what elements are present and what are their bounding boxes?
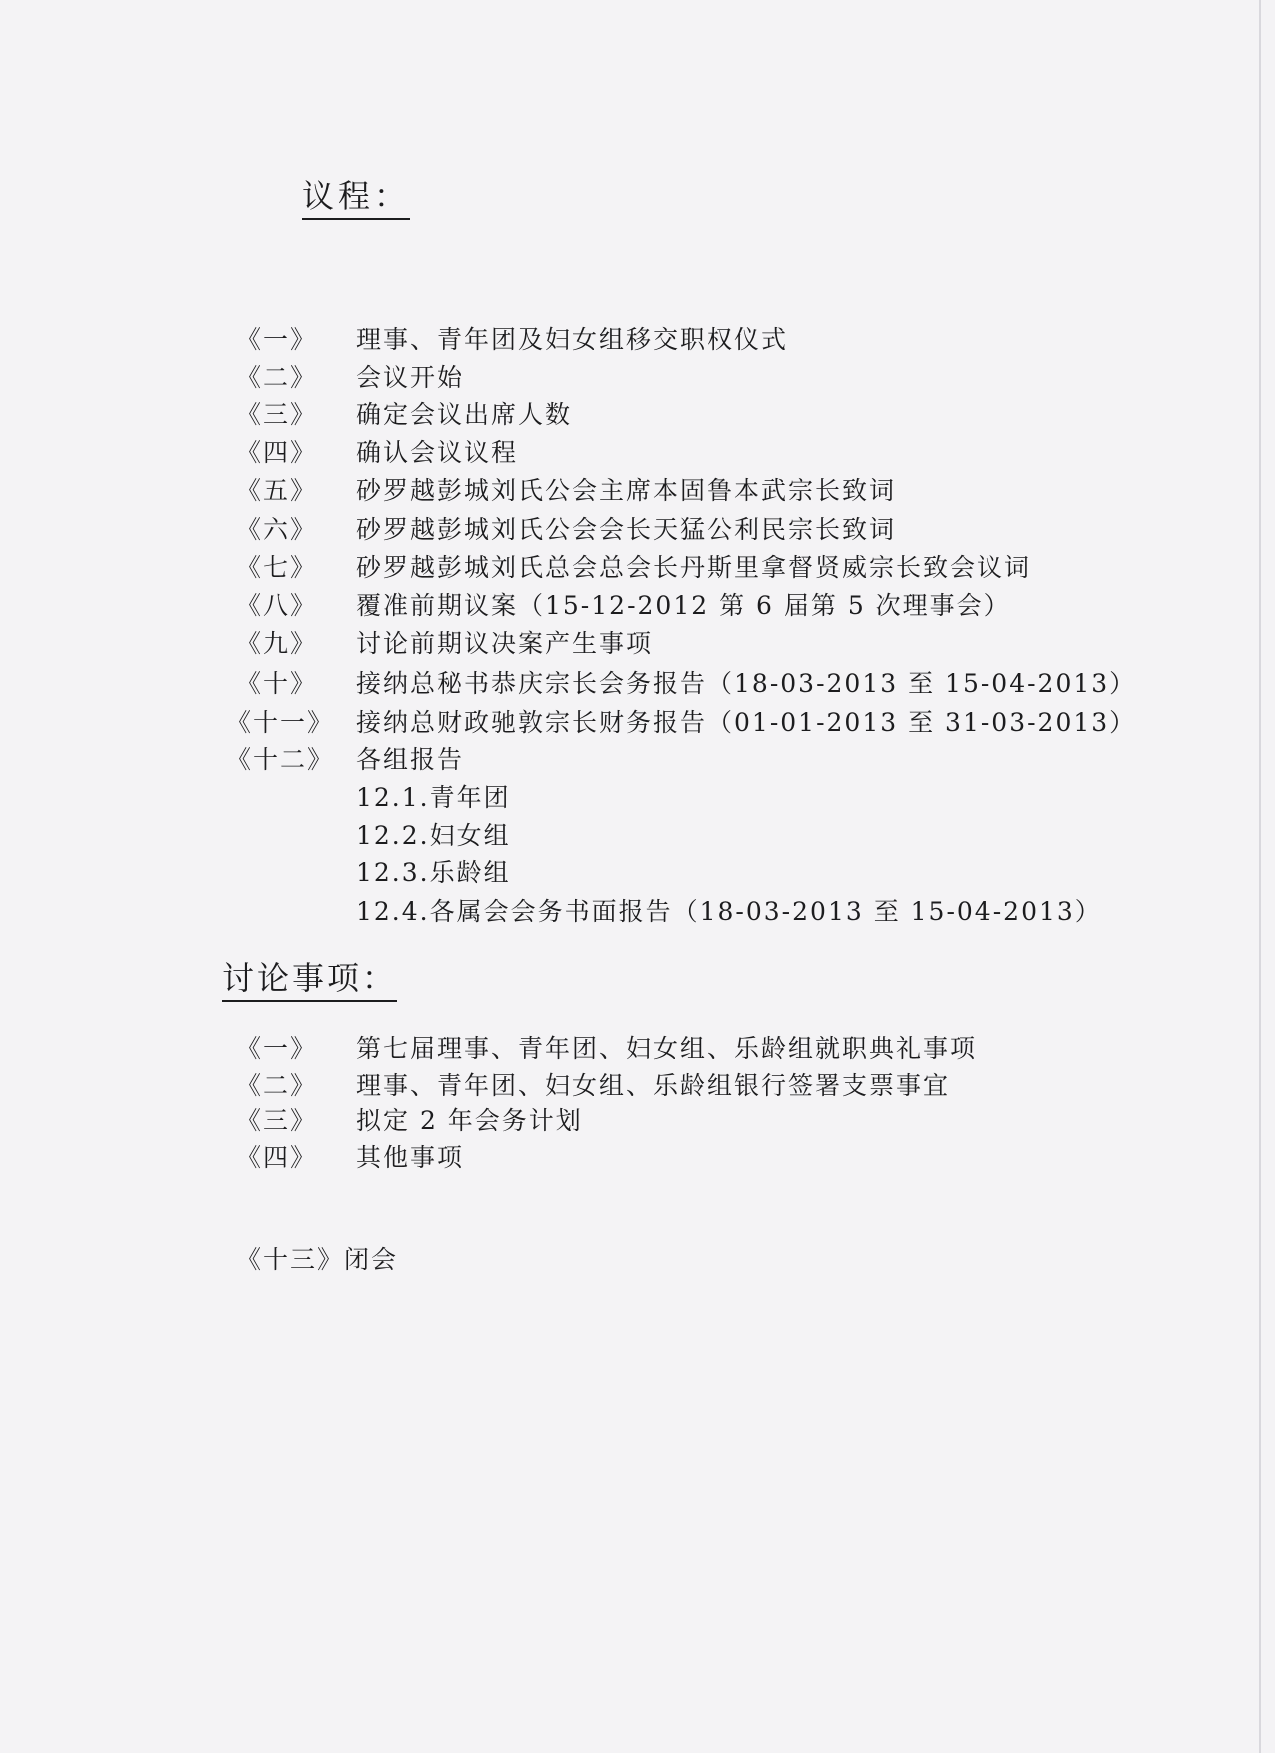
agenda-item-text: 接纳总秘书恭庆宗长会务报告（18-03-2013 至 15-04-2013） <box>356 669 1137 698</box>
discussion-heading: 讨论事项： <box>222 958 397 1002</box>
agenda-item-text: 确认会议议程 <box>356 438 519 467</box>
agenda-item-text: 接纳总财政驰敦宗长财务报告（01-01-2013 至 31-03-2013） <box>356 708 1137 737</box>
agenda-item-text: 砂罗越彭城刘氏总会总会长丹斯里拿督贤威宗长致会议词 <box>356 553 1032 582</box>
agenda-item-number: 《十》 <box>236 669 318 698</box>
agenda-item-text: 覆准前期议案（15-12-2012 第 6 届第 5 次理事会） <box>356 591 1011 620</box>
agenda-item-number: 《十一》 <box>226 708 335 737</box>
agenda-item-number: 《五》 <box>236 476 318 505</box>
agenda-item-text: 讨论前期议决案产生事项 <box>356 629 654 658</box>
agenda-sub-item: 12.2.妇女组 <box>356 821 511 850</box>
agenda-item-number: 《四》 <box>236 438 318 467</box>
discussion-item-text: 理事、青年团、妇女组、乐龄组银行签署支票事宜 <box>356 1071 951 1100</box>
agenda-heading: 议程： <box>302 176 410 220</box>
discussion-item-text: 其他事项 <box>356 1143 465 1172</box>
agenda-item-number: 《二》 <box>236 363 318 392</box>
agenda-item-text: 砂罗越彭城刘氏公会会长天猛公利民宗长致词 <box>356 515 897 544</box>
agenda-item-text: 确定会议出席人数 <box>356 400 573 429</box>
agenda-item-number: 《八》 <box>236 591 318 620</box>
discussion-item-number: 《四》 <box>236 1143 318 1172</box>
discussion-item-number: 《二》 <box>236 1071 318 1100</box>
agenda-item-number: 《一》 <box>236 325 318 354</box>
agenda-item-number: 《十二》 <box>226 745 335 774</box>
agenda-item-text: 各组报告 <box>356 745 465 774</box>
agenda-item-number: 《三》 <box>236 400 318 429</box>
agenda-item-number: 《九》 <box>236 629 318 658</box>
discussion-item-text: 第七届理事、青年团、妇女组、乐龄组就职典礼事项 <box>356 1034 978 1063</box>
scan-edge <box>1259 0 1261 1753</box>
agenda-item-text: 砂罗越彭城刘氏公会主席本固鲁本武宗长致词 <box>356 476 897 505</box>
agenda-sub-item: 12.4.各属会会务书面报告（18-03-2013 至 15-04-2013） <box>356 897 1102 926</box>
agenda-item-text: 理事、青年团及妇女组移交职权仪式 <box>356 325 789 354</box>
agenda-sub-item: 12.3.乐龄组 <box>356 858 511 887</box>
discussion-item-number: 《一》 <box>236 1034 318 1063</box>
agenda-item-number: 《六》 <box>236 515 318 544</box>
agenda-sub-item: 12.1.青年团 <box>356 783 511 812</box>
discussion-item-number: 《三》 <box>236 1106 318 1135</box>
closing-item: 《十三》闭会 <box>236 1245 399 1274</box>
agenda-item-number: 《七》 <box>236 553 318 582</box>
agenda-item-text: 会议开始 <box>356 363 465 392</box>
discussion-item-text: 拟定 2 年会务计划 <box>356 1106 583 1135</box>
